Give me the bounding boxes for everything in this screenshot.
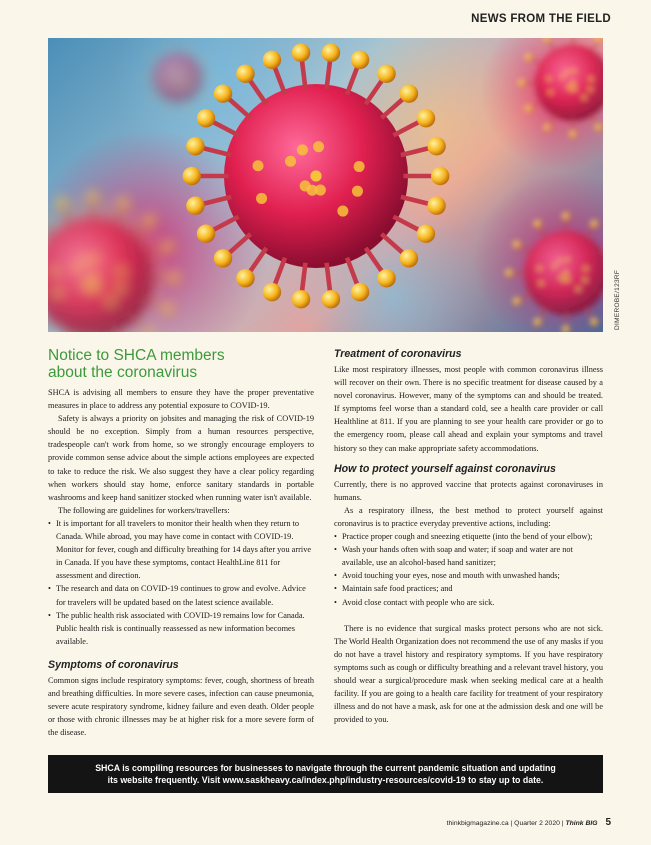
treatment-heading: Treatment of coronavirus [334,348,462,360]
coronavirus-hero-image [48,38,603,332]
article-title [48,348,314,381]
callout-line1: SHCA is compiling resources for businesses to navigate through the current pandemic situation and updating [95,762,556,773]
symptoms-heading: Symptoms of coronavirus [48,658,179,671]
right-column [334,348,603,726]
virus-particle [518,38,603,138]
preventive-actions-intro: As a respiratory illness, the best method to protect yourself against coronavirus is to practice everyday preventive actions, including: [334,505,603,528]
list-item: • Wash your hands often with soap and water; if soap and water are not available, use an alcohol-based hand sanitizer; [334,543,603,569]
photo-credit: DIMEROBE/123RF [614,269,621,330]
treatment-paragraph: Like most respiratory illnesses, most people with common coronavirus illness will recover on their own. There is no specific treatment for disease caused by a novel coronavirus. However, many of the symptoms can and should be treated. If symptoms feel worse than a standard cold, see a health care provider or call Healthline at 811. If you are planning to see your health care provider or go to the emergency room, please call ahead and explain your symptoms and travel history so they can make appropriate safety accommodations. [334,365,603,453]
protect-heading: How to protect yourself against coronavirus [334,462,556,475]
virus-particle [183,44,450,309]
symptoms-paragraph: Common signs include respiratory symptoms: fever, cough, shortness of breath and breathing difficulties. In more severe cases, infection can cause pneumonia, severe acute respiratory syndrome, kidney failure and even death. Older people or those with chronic illnesses may be at higher risk for a more severe form of the disease. [48,675,314,738]
list-item: • It is important for all travelers to monitor their health when they return to Canada. While abroad, you may have come in contact with COVID-19. Monitor for fever, cough and difficulty breathing for 14 days after you arrive in Canada. If you have these symptoms, contact HealthLine 811 for assessment and direction. [48,517,314,582]
intro-paragraph: SHCA is advising all members to ensure they have the proper preventative measures in place to address any potential exposure to COVID-19. [48,388,314,411]
page-number: 5 [605,817,611,828]
masks-paragraph: There is no evidence that surgical masks protect persons who are not sick. The World Health Organization does not recommend the use of any masks if you do not have a travel history and respiratory symptoms. If you have respiratory symptoms such as cough or difficulty breathing and a relevant travel history, you should wear a surgical/procedure mask when seeking medical care at a health facility. If you are going to a health care facility for treatment of your respiratory illness and do not have a mask, ask for one at the admission desk and one will be provided to you. [334,623,603,725]
list-item: • Practice proper cough and sneezing etiquette (into the bend of your elbow); [334,530,603,543]
callout-line2: its website frequently. Visit www.saskheavy.ca/index.php/industry-resources/covid-19 to stay up to date. [107,775,544,785]
list-item: • Avoid close contact with people who are sick. [334,596,603,609]
list-item: • The research and data on COVID-19 continues to grow and evolve. Advice for travelers will be updated based on the latest science available. [48,582,314,608]
left-column [48,348,314,739]
page-footer: thinkbigmagazine.ca | Quarter 2 2020 | Think BIG 5 [446,817,611,828]
preventive-actions-list [334,530,603,609]
article-title-line1: Notice to SHCA members [48,347,225,364]
list-item: • The public health risk associated with COVID-19 remains low for Canada. Public health risk is continually reassessed as new information becomes available. [48,609,314,648]
resources-callout [48,755,603,793]
guidelines-intro: The following are guidelines for workers/travellers: [58,505,230,515]
list-item: • Avoid touching your eyes, nose and mouth with unwashed hands; [334,569,603,582]
article-title-line2: about the coronavirus [48,363,198,381]
section-label: NEWS FROM THE FIELD [471,13,611,25]
list-item: • Maintain safe food practices; and [334,582,603,595]
safety-paragraph: Safety is always a priority on jobsites and managing the risk of COVID-19 should be no exception. Simply from a human resources perspective, tradespeople can't work from home, so we strongly encourage employers to provide common sense advice about the simple actions employees are expected to take to reduce the risk. We also suggest they have a clear policy regarding when workers should stay home, enforce sanitary standards in portable washrooms and keep hand sanitizer stocked when running water isn't available. [48,414,314,502]
virus-illustration [48,38,603,332]
virus-particle [48,191,180,332]
virus-particle [142,43,215,112]
virus-particle [505,212,603,332]
footer-publication: Think BIG [565,820,598,827]
footer-site: thinkbigmagazine.ca [446,820,509,827]
traveller-guidelines-list [48,517,314,648]
footer-issue: Quarter 2 2020 [514,820,560,827]
protect-paragraph: Currently, there is no approved vaccine that protects against coronaviruses in humans. [334,479,603,502]
